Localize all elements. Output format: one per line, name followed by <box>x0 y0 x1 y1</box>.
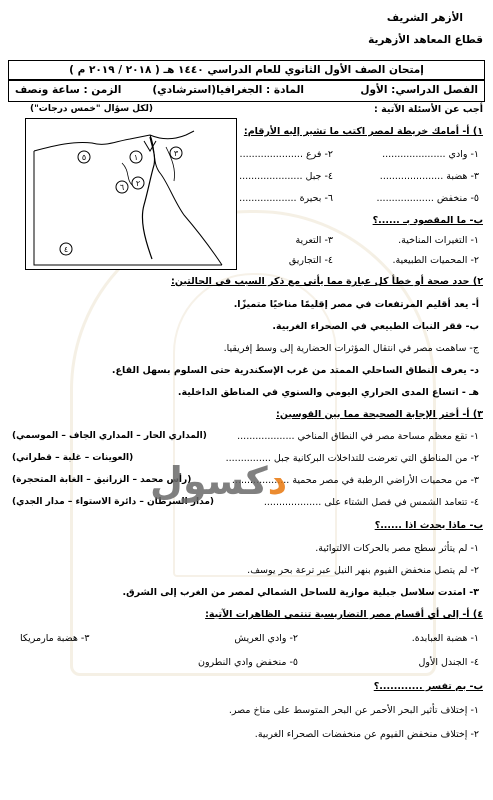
q4-item-4: ٤- الجندل الأول <box>418 657 479 668</box>
q3-item-2-options: (العوينات – غلبة – قطراني) <box>12 453 134 463</box>
q3-item-4: ٤- تتعامد الشمس في فصل الشتاء على ................... <box>263 497 479 508</box>
egypt-map <box>25 118 237 270</box>
q3-item-3: ٣- من محميات الأراضي الرطبة في مصر محمية ................... <box>231 475 479 486</box>
q2-item-e: هـ - اتساع المدى الحراري اليومي والسنوي في المناطق الداخلية. <box>177 387 479 398</box>
q4-b-title: ب- بم تفسر ............؟ <box>373 681 483 692</box>
exam-info-row <box>8 80 485 102</box>
q1-b-item-3: ٣- التعرية <box>295 235 333 246</box>
q1-b-item-2: ٢- المحميات الطبيعية. <box>392 255 479 266</box>
exam-title: إمتحان الصف الأول الثانوي للعام الدراسي ١٤٤٠ هـ ( ٢٠١٨ / ٢٠١٩ م ) <box>8 60 485 80</box>
q4-title: ٤) أ- إلى أي أقسام مصر التضاريسية تنتمي الظاهرات الآتية: <box>205 609 483 620</box>
q4-item-2: ٢- وادي العريش <box>234 633 298 644</box>
q1-item-2: ٢- فرع ..................... <box>239 149 333 160</box>
q3-item-1-options: (المداري الحار – المداري الجاف – الموسمي) <box>12 431 207 441</box>
q1-item-3: ٣- هضبة ..................... <box>379 171 479 182</box>
q1-b-item-1: ١- التغيرات المناخية. <box>398 235 479 246</box>
q1-b-title: ب- ما المقصود بـ ......؟ <box>372 215 483 226</box>
q2-item-a: أ- يعد أقليم المرتفعات في مصر إقليمًا مناخيًا متميزًا. <box>233 299 479 310</box>
marks-note: (لكل سؤال "خمس درجات") <box>30 104 153 114</box>
egypt-map-drawing <box>26 119 236 269</box>
q4-item-1: ١- هضبة العبابدة. <box>411 633 479 644</box>
info-track: (استرشادي) <box>152 84 216 96</box>
dakwol-logo-watermark <box>150 459 288 503</box>
logo-part-1: د <box>267 459 288 503</box>
map-label-3: ٣ <box>173 149 179 158</box>
q2-title: ٢) حدد صحة أو خطأ كل عبارة مما يأتي مع ذكر السبب في الحالتين: <box>171 276 483 287</box>
map-label-6: ٦ <box>119 183 125 192</box>
q4-item-3: ٣- هضبة مارمريكا <box>20 633 90 644</box>
q4-b-item-2: ٢- إختلاف منخفض الفيوم عن منخفضات الصحراء الغربية. <box>254 729 479 740</box>
q1-a-title: ١) أ- أمامك خريطة لمصر اكتب ما تشير إليه الأرقام: <box>243 126 483 137</box>
map-label-2: ٢ <box>135 179 141 188</box>
q1-item-5: ٥- منخفض ................... <box>376 193 479 204</box>
q4-item-5: ٥- منخفض وادي النطرون <box>197 657 298 668</box>
q3-b-item-1: ١- لم يتأثر سطح مصر بالحركات الالتوائية. <box>315 543 479 554</box>
header-line2: قطاع المعاهد الأزهرية <box>368 34 483 46</box>
q2-item-c: ج- ساهمت مصر في انتقال المؤثرات الحضارية إلى وسط إفريقيا. <box>223 343 479 354</box>
info-time: الزمن : ساعة ونصف <box>15 84 122 96</box>
q3-b-item-3: ٣- امتدت سلاسل جبلية موازية للساحل الشمالي لمصر من الغرب إلى الشرق. <box>122 587 479 598</box>
map-label-4: ٤ <box>63 245 69 254</box>
q1-item-1: ١- وادي ..................... <box>382 149 479 160</box>
q3-b-title: ب- ماذا يحدث اذا ......؟ <box>374 520 483 531</box>
q3-item-4-options: (مدار السرطان – دائرة الاستواء – مدار الجدي) <box>12 497 215 507</box>
instructions: أجب عن الأسئلة الآتية : <box>374 104 483 115</box>
q2-item-d: د- يعرف النطاق الساحلي الممتد من غرب الإسكندرية حتى السلوم بسهل القاع. <box>111 365 479 376</box>
map-label-1: ١ <box>133 153 139 162</box>
q3-item-3-options: (رأس محمد – الزرانيق – الغابة المتحجرة) <box>12 475 192 485</box>
q3-item-2: ٢- من المناطق التي تعرضت للتداخلات البركانية جبل ............... <box>225 453 479 464</box>
logo-part-2: كسول <box>150 459 268 503</box>
q1-b-item-4: ٤- التجاريق <box>288 255 333 266</box>
info-subject: المادة : الجغرافيا <box>216 84 304 96</box>
q3-item-1: ١- تقع معظم مساحة مصر في النطاق المناخي ................... <box>237 431 479 442</box>
info-term: الفصل الدراسي: الأول <box>360 84 478 96</box>
q1-item-6: ٦- بحيرة ................... <box>239 193 333 204</box>
q4-b-item-1: ١- إختلاف تأثير البحر الأحمر عن البحر المتوسط على مناخ مصر. <box>228 705 479 716</box>
map-label-5: ٥ <box>81 153 87 162</box>
q3-title: ٣) أ- أختر الإجابة الصحيحة مما بين القوسين: <box>276 409 483 420</box>
q1-item-4: ٤- جبل ..................... <box>239 171 333 182</box>
q3-b-item-2: ٢- لم يتصل منخفض الفيوم بنهر النيل عبر ترعة بحر يوسف. <box>247 565 479 576</box>
header-line1: الأزهر الشريف <box>386 12 463 24</box>
q2-item-b: ب- فقر النبات الطبيعي في الصحراء الغربية. <box>272 321 479 332</box>
